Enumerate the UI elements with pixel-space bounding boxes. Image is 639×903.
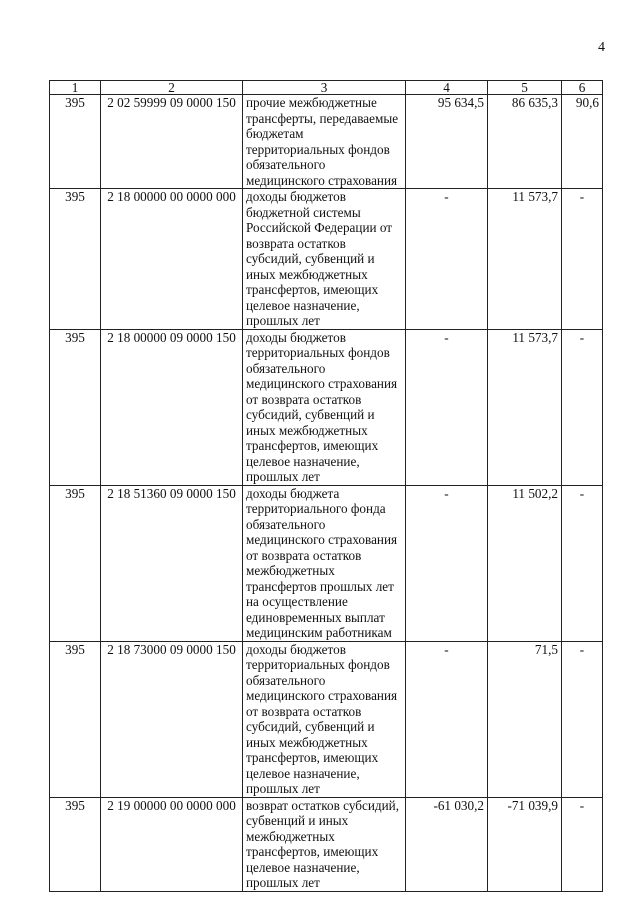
column-header: 1 [50,81,101,95]
kbk-code-cell: 2 18 73000 09 0000 150 [101,641,243,797]
value-cell-col4: - [406,329,488,485]
kbk-code-cell: 2 19 00000 00 0000 000 [101,797,243,891]
admin-code-cell: 395 [50,95,101,189]
value-cell-col4: - [406,189,488,330]
description-cell: возврат остатков субсидий, субвенций и иных межбюджетных трансфертов, имеющих целевое назначение, прошлых лет [243,797,406,891]
admin-code-cell: 395 [50,189,101,330]
kbk-code-cell: 2 18 51360 09 0000 150 [101,485,243,641]
value-cell-col4: - [406,641,488,797]
value-cell-col5: 11 502,2 [488,485,562,641]
kbk-code-cell: 2 18 00000 09 0000 150 [101,329,243,485]
admin-code-cell: 395 [50,797,101,891]
table-header-row [50,81,603,95]
value-cell-col4: - [406,485,488,641]
table-row [50,641,603,797]
column-header: 5 [488,81,562,95]
column-header: 3 [243,81,406,95]
value-cell-col4: -61 030,2 [406,797,488,891]
description-cell: прочие межбюджетные трансферты, передаваемые бюджетам территориальных фондов обязательного медицинского страхования [243,95,406,189]
table-row [50,95,603,189]
column-header: 6 [562,81,603,95]
value-cell-col6: - [562,485,603,641]
table-row [50,797,603,891]
admin-code-cell: 395 [50,641,101,797]
kbk-code-cell: 2 18 00000 00 0000 000 [101,189,243,330]
description-cell: доходы бюджетов бюджетной системы Российской Федерации от возврата остатков субсидий, субвенций и иных межбюджетных трансфертов, имеющих целевое назначение, прошлых лет [243,189,406,330]
value-cell-col5: 11 573,7 [488,329,562,485]
value-cell-col6: 90,6 [562,95,603,189]
table-row [50,485,603,641]
value-cell-col6: - [562,641,603,797]
value-cell-col5: 86 635,3 [488,95,562,189]
kbk-code-cell: 2 02 59999 09 0000 150 [101,95,243,189]
description-cell: доходы бюджета территориального фонда обязательного медицинского страхования от возврата остатков межбюджетных трансфертов прошлых лет на осуществление единовременных выплат медицинским работникам [243,485,406,641]
value-cell-col5: 11 573,7 [488,189,562,330]
value-cell-col6: - [562,329,603,485]
budget-table [49,80,603,892]
description-cell: доходы бюджетов территориальных фондов обязательного медицинского страхования от возврата остатков субсидий, субвенций и иных межбюджетных трансфертов, имеющих целевое назначение, прошлых лет [243,641,406,797]
table-row [50,189,603,330]
value-cell-col6: - [562,189,603,330]
page-number: 4 [598,40,605,55]
value-cell-col4: 95 634,5 [406,95,488,189]
table-row [50,329,603,485]
value-cell-col6: - [562,797,603,891]
column-header: 2 [101,81,243,95]
admin-code-cell: 395 [50,329,101,485]
column-header: 4 [406,81,488,95]
value-cell-col5: 71,5 [488,641,562,797]
value-cell-col5: -71 039,9 [488,797,562,891]
admin-code-cell: 395 [50,485,101,641]
description-cell: доходы бюджетов территориальных фондов обязательного медицинского страхования от возврата остатков субсидий, субвенций и иных межбюджетных трансфертов, имеющих целевое назначение, прошлых лет [243,329,406,485]
